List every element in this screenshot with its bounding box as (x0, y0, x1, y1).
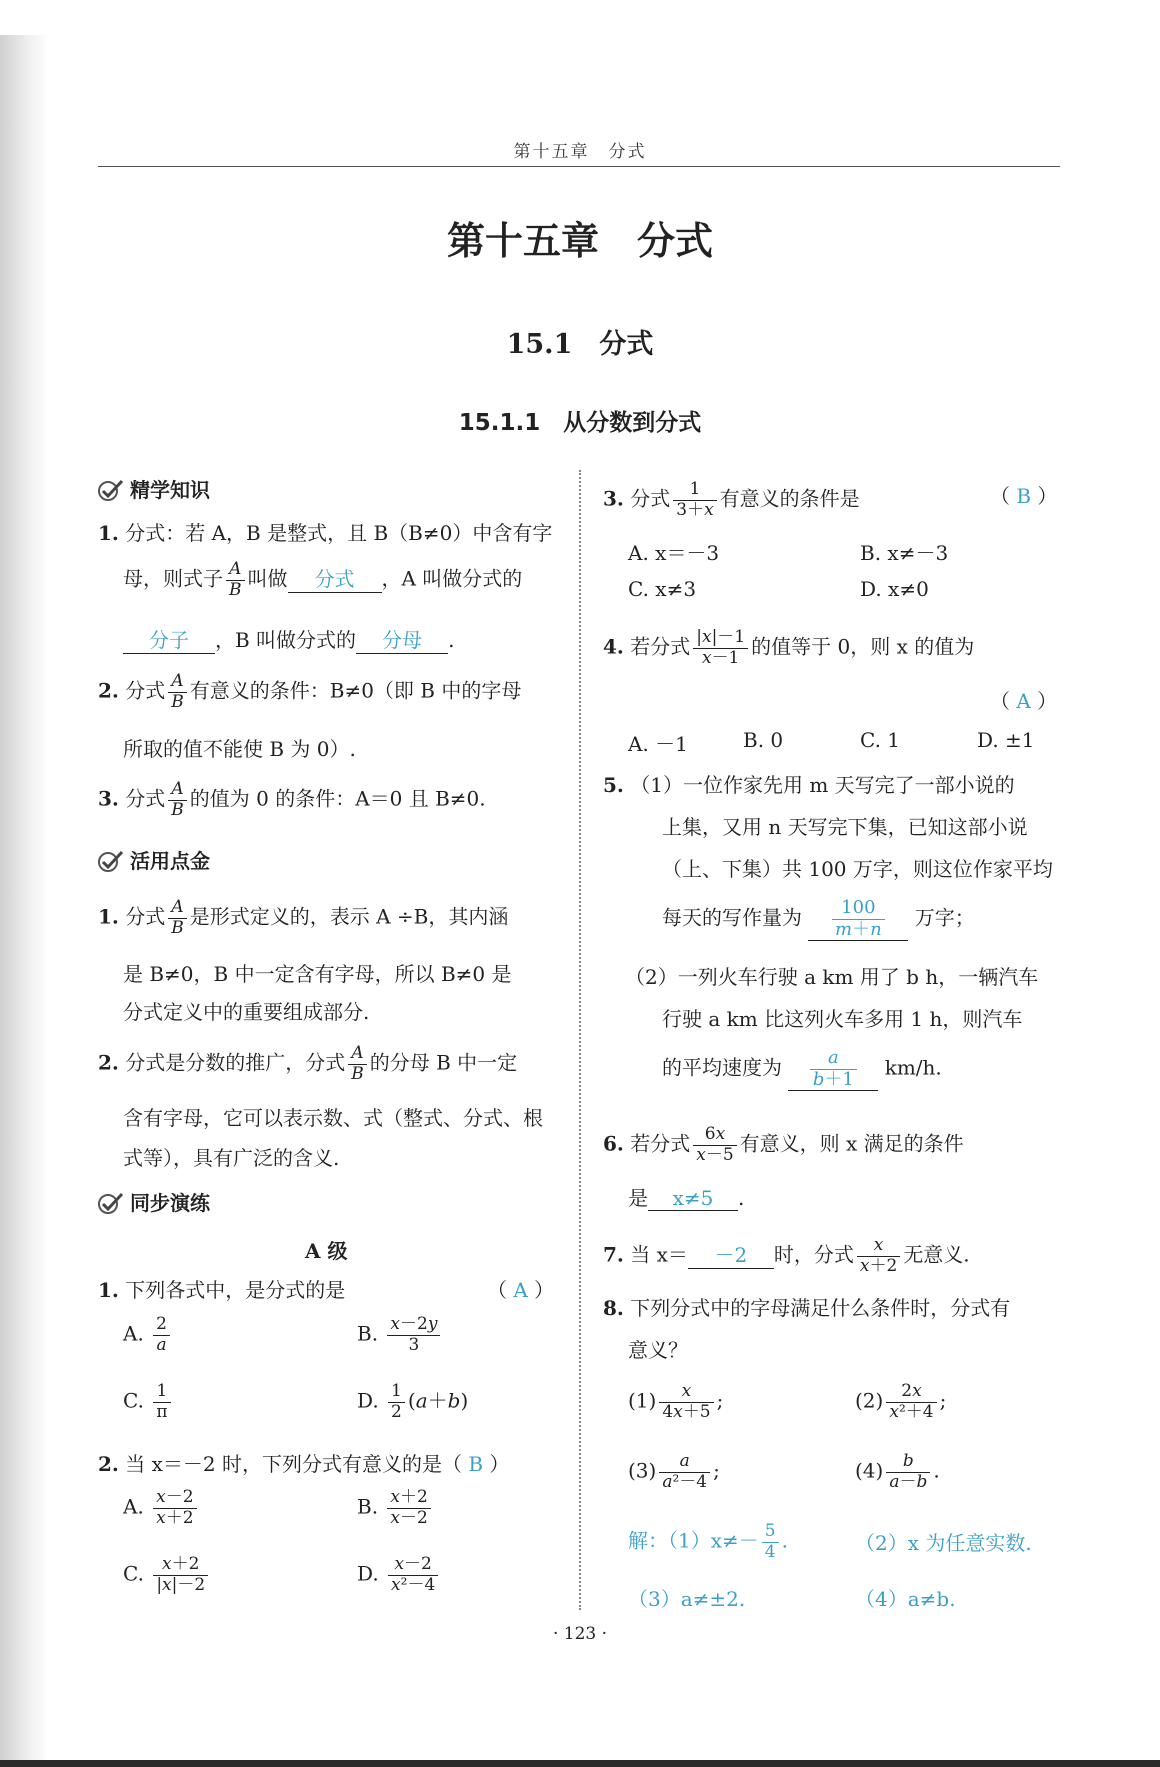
solution-4: （4）a≠b. (855, 1587, 956, 1611)
exercise-3-answer: （ B ） (990, 484, 1058, 508)
option-c: C. 1 (860, 728, 901, 752)
solution-3: （3）a≠±2. (628, 1587, 746, 1611)
option-a: A. x＝－3 (628, 541, 720, 565)
sub-1: (1) $\frac{x}{4x+5}$ ; (628, 1381, 724, 1422)
exercise-1: 1. 下列各式中，是分式的是 (98, 1278, 346, 1302)
heading-tips: 活用点金 (98, 845, 210, 878)
exercise-5-part2: （2）一列火车行驶 a km 用了 b h，一辆汽车 (625, 965, 1039, 989)
exercise-1-answer: （ A ） (487, 1278, 555, 1302)
exercise-5-line3: （上、下集）共 100 万字，则这位作家平均 (662, 857, 1053, 881)
exercise-8: 8. 下列分式中的字母满足什么条件时，分式有 (603, 1296, 1011, 1320)
option-c: C. $\frac{1}{\pi}$ (123, 1382, 174, 1422)
tip-2: 2. 分式是分数的推广，分式 $\frac{A}{B}$ 的分母 B 中一定 (98, 1043, 518, 1084)
exercise-6: 6. 若分式 $\frac{6x}{x-5}$ 有意义，则 x 满足的条件 (603, 1124, 964, 1165)
option-b: B. x≠－3 (860, 541, 949, 565)
option-b: B. $\frac{x-2y}{3}$ (357, 1315, 443, 1355)
option-d: D. x≠0 (860, 577, 929, 601)
exercise-5-line2: 上集，又用 n 天写完下集，已知这部小说 (662, 815, 1028, 839)
running-header: 第十五章 分式 (513, 142, 647, 162)
sub-4: (4) $\frac{b}{a-b}$ . (855, 1451, 940, 1492)
option-c: C. $\frac{x+2}{|x|-2}$ (123, 1555, 211, 1595)
option-a: A. $\frac{x-2}{x+2}$ (123, 1488, 200, 1528)
heading-knowledge: 精学知识 (98, 474, 210, 507)
fraction-a-over-b: $\frac{A}{B}$ (226, 560, 245, 600)
section-title: 15.1 分式 (506, 329, 654, 360)
option-b: B. $\frac{x+2}{x-2}$ (357, 1488, 434, 1528)
option-d: D. $\frac{1}{2}$ (a＋b) (357, 1381, 469, 1422)
exercise-5-part2-line2: 行驶 a km 比这列火车多用 1 h，则汽车 (662, 1007, 1023, 1031)
checkmark-icon (98, 478, 124, 507)
knowledge-2: 2. 分式 $\frac{A}{B}$ 有意义的条件：B≠0（即 B 中的字母 (98, 671, 522, 712)
option-b: B. 0 (743, 728, 784, 752)
knowledge-2-line2: 所取的值不能使 B 为 0）. (123, 737, 356, 761)
header-rule (98, 166, 1060, 167)
answer-blank: 分母 (356, 624, 448, 654)
option-d: D. $\frac{x-2}{\text{x²－4}}$ (357, 1555, 441, 1595)
tip-1: 1. 分式 $\frac{A}{B}$ 是形式定义的，表示 A ÷B，其内涵 (98, 897, 509, 938)
exercise-6-line2: 是 x≠5 . (628, 1186, 745, 1210)
sub-3: (3) $\frac{a}{\text{a²－4}}$ ; (628, 1451, 720, 1492)
fraction-a-over-b: $\frac{A}{B}$ (168, 780, 187, 820)
knowledge-1-line2: 母，则式子 $\frac{A}{B}$ 叫做 分式 ，A 叫做分式的 (123, 559, 523, 600)
answer-blank: 分子 (123, 624, 215, 654)
option-c: C. x≠3 (628, 577, 697, 601)
subsection-title: 15.1.1 从分数到分式 (458, 410, 702, 436)
fraction-a-over-b: $\frac{A}{B}$ (348, 1044, 367, 1084)
column-divider (579, 470, 581, 1610)
page-edge-shadow (0, 35, 48, 1760)
exercise-3: 3. 分式 $\frac{1}{3+x}$ 有意义的条件是 (603, 479, 860, 520)
heading-practice: 同步演练 (98, 1187, 210, 1220)
fraction-a-over-b: $\frac{A}{B}$ (168, 898, 187, 938)
chapter-title: 第十五章 分式 (446, 219, 713, 263)
exercise-2: 2. 当 x＝－2 时，下列分式有意义的是（ B ） (98, 1452, 510, 1476)
exercise-4: 4. 若分式 $\frac{|x|-1}{x-1}$ 的值等于 0，则 x 的值为 (603, 627, 975, 668)
fraction-a-over-b: $\frac{A}{B}$ (168, 672, 187, 712)
tip-2-line2: 含有字母，它可以表示数、式（整式、分式、根 (123, 1106, 543, 1130)
option-a: A. －1 (628, 732, 688, 756)
bottom-bar (0, 1760, 1160, 1767)
exercise-7: 7. 当 x＝ －2 时，分式 $\frac{x}{x+2}$ 无意义. (603, 1235, 970, 1276)
tip-1-line3: 分式定义中的重要组成部分. (123, 1000, 370, 1024)
tip-2-line3: 式等），具有广泛的含义. (123, 1146, 340, 1170)
page-number: · 123 · (552, 1624, 608, 1644)
exercise-5: 5. （1）一位作家先用 m 天写完了一部小说的 (603, 773, 1015, 797)
solution-2: （2）x 为任意实数. (855, 1531, 1032, 1555)
solution-1: 解：（1）x≠－ $\frac{5}{4}$ . (628, 1521, 788, 1562)
level-label: A 级 (305, 1239, 348, 1263)
exercise-4-answer: （ A ） (990, 689, 1058, 713)
option-a: A. $\frac{2}{a}$ (123, 1315, 173, 1355)
knowledge-1-line3: 分子 ，B 叫做分式的 分母 . (123, 624, 454, 654)
option-d: D. ±1 (977, 728, 1035, 752)
knowledge-1: 1. 分式：若 A，B 是整式，且 B（B≠0）中含有字 (98, 521, 553, 545)
knowledge-3: 3. 分式 $\frac{A}{B}$ 的值为 0 的条件：A＝0 且 B≠0. (98, 779, 486, 820)
sub-2: (2) $\frac{2x}{\text{x²＋4}}$ ; (855, 1381, 947, 1422)
checkmark-icon (98, 1191, 124, 1220)
answer-blank: 分式 (288, 563, 382, 593)
exercise-5-part2-line3: 的平均速度为 $\frac{a}{b+1}$ km/h. (662, 1047, 942, 1090)
checkmark-icon (98, 849, 124, 878)
exercise-8-line2: 意义？ (628, 1338, 688, 1362)
tip-1-line2: 是 B≠0，B 中一定含有字母，所以 B≠0 是 (123, 962, 512, 986)
exercise-5-line4: 每天的写作量为 $\frac{100}{m+n}$ 万字； (662, 897, 975, 940)
